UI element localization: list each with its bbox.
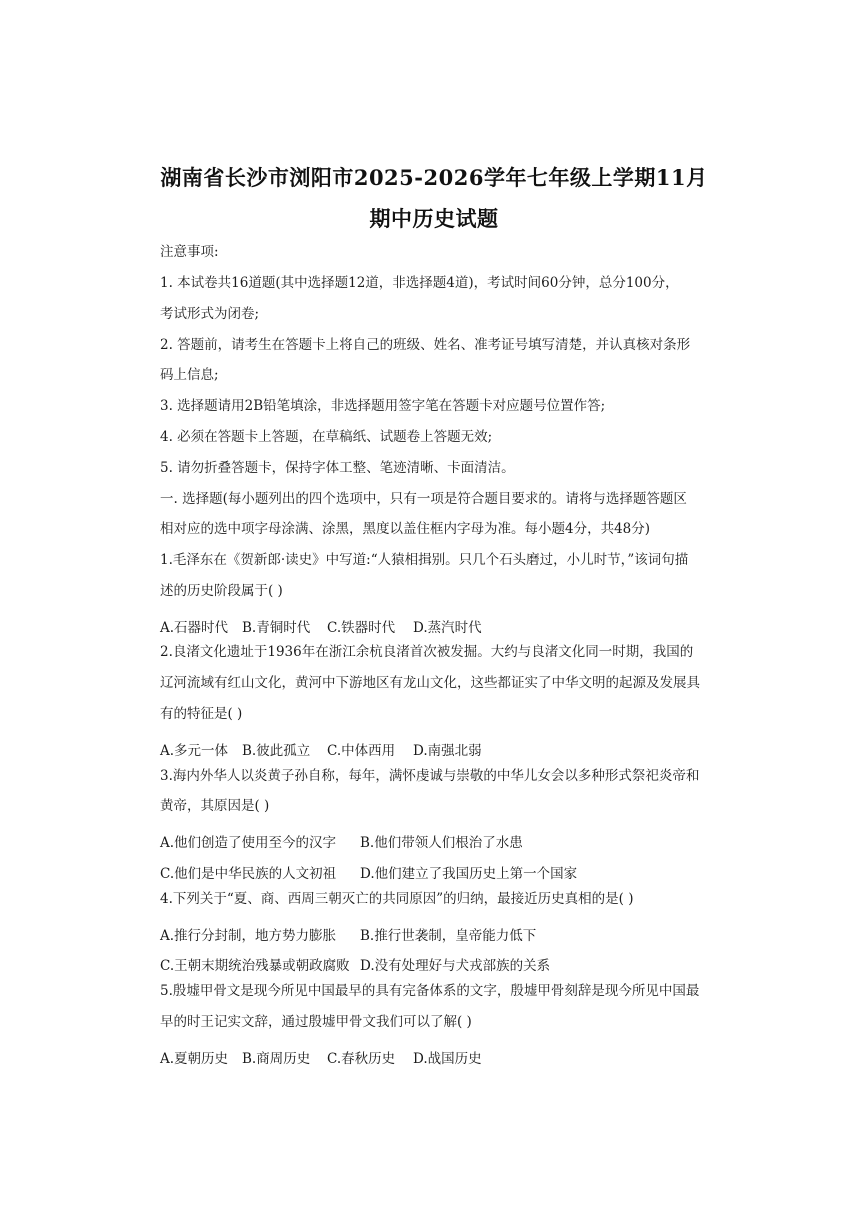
option-c: C.中体西用 [327,743,396,759]
notice-item-3: 3. 选择题请用2B铅笔填涂，非选择题用签字笔在答题卡对应题号位置作答; [160,398,606,414]
question-2-stem: 2.良渚文化遗址于1936年在浙江余杭良渚首次被发掘。大约与良渚文化同一时期，我国的 [160,644,694,660]
option-b: B.商周历史 [242,1051,311,1067]
notice-item-4: 4. 必须在答题卡上答题，在草稿纸、试题卷上答题无效; [160,429,493,445]
question-3-stem-cont: 黄帝，其原因是( ) [160,798,270,814]
question-5-options [160,1047,482,1067]
option-b: B.他们带领人们根治了水患 [360,835,523,851]
section-heading-cont: 相对应的选中项字母涂满、涂黑，黑度以盖住框内字母为准。每小题4分，共48分) [160,521,651,537]
question-1-stem-cont: 述的历史阶段属于( ) [160,583,283,599]
option-c: C.他们是中华民族的人文初祖 [160,866,337,882]
question-5-stem-cont: 早的时王记实文辞，通过殷墟甲骨文我们可以了解( ) [160,1014,472,1030]
option-a: A.推行分封制，地方势力膨胀 [160,928,337,944]
option-d: D.他们建立了我国历史上第一个国家 [360,866,578,882]
option-c: C.王朝末期统治残暴或朝政腐败 [160,958,350,974]
option-c: C.春秋历史 [327,1051,396,1067]
exam-title-line-1: 湖南省长沙市浏阳市2025-2026学年七年级上学期11月 [160,165,708,190]
notice-item-1-cont: 考试形式为闭卷; [160,306,260,322]
question-2-stem-cont: 辽河流域有红山文化，黄河中下游地区有龙山文化，这些都证实了中华文明的起源及发展具 [160,675,700,691]
question-1-stem: 1.毛泽东在《贺新郎·读史》中写道:“人猿相揖别。只几个石头磨过，小儿时节，”该词句描 [160,552,689,568]
option-a: A.多元一体 [160,743,229,759]
option-d: D.战国历史 [413,1051,482,1067]
notice-item-5: 5. 请勿折叠答题卡，保持字体工整、笔迹清晰、卡面清洁。 [160,460,515,476]
question-3-options-row-2 [160,862,577,882]
question-2-options [160,739,482,759]
option-b: B.推行世袭制，皇帝能力低下 [360,928,537,944]
option-a: A.夏朝历史 [160,1051,229,1067]
question-4-options-row-2 [160,954,550,974]
option-b: B.彼此孤立 [242,743,311,759]
section-heading: 一. 选择题(每小题列出的四个选项中，只有一项是符合题目要求的。请将与选择题答题区 [160,491,687,507]
question-4-stem: 4.下列关于“夏、商、西周三朝灭亡的共同原因”的归纳，最接近历史真相的是( ) [160,891,634,907]
notice-item-2: 2. 答题前，请考生在答题卡上将自己的班级、姓名、准考证号填写清楚，并认真核对条形 [160,337,691,353]
option-d: D.蒸汽时代 [413,620,482,636]
question-4-options-row-1 [160,924,536,944]
question-3-options-row-1 [160,831,523,851]
question-1-options [160,616,482,636]
exam-title-line-2: 期中历史试题 [369,206,499,231]
question-3-stem: 3.海内外华人以炎黄子孙自称，每年，满怀虔诚与崇敬的中华儿女会以多种形式祭祀炎帝和 [160,768,700,784]
notice-item-1: 1. 本试卷共16道题(其中选择题12道，非选择题4道)，考试时间60分钟，总分100分， [160,275,679,291]
option-d: D.没有处理好与犬戎部族的关系 [360,958,551,974]
option-a: A.石器时代 [160,620,229,636]
notice-item-2-cont: 码上信息; [160,367,219,383]
question-5-stem: 5.殷墟甲骨文是现今所见中国最早的具有完备体系的文字，殷墟甲骨刻辞是现今所见中国最 [160,983,700,999]
notice-heading: 注意事项: [160,244,219,260]
option-a: A.他们创造了使用至今的汉字 [160,835,337,851]
option-d: D.南强北弱 [413,743,482,759]
question-2-stem-cont-2: 有的特征是( ) [160,706,243,722]
option-c: C.铁器时代 [327,620,396,636]
option-b: B.青铜时代 [242,620,311,636]
